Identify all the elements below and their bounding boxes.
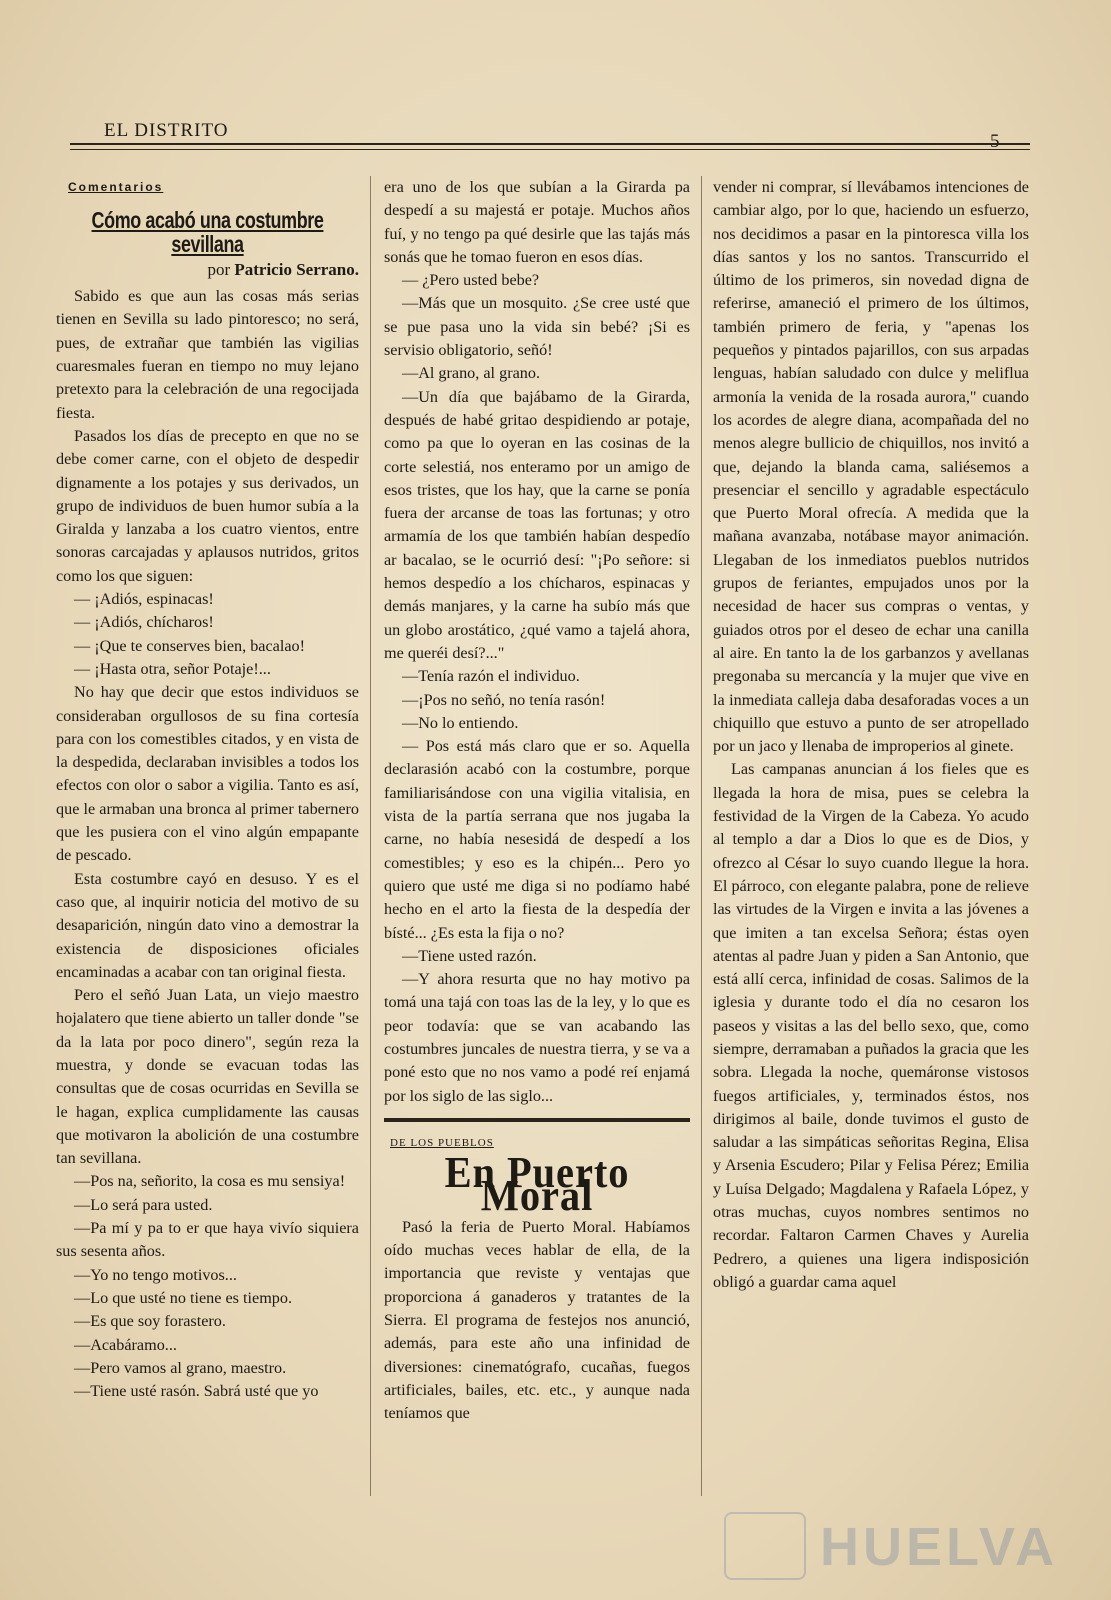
byline-prefix: por: [207, 259, 231, 279]
column-divider: [701, 176, 702, 1496]
paragraph: —Un día que bajábamo de la Girarda, después de habé gritao despidiendo ar potaje, como pa que lo oyeran en las cosinas de la corte selestiá, nos enteramo por un amigo de esos tristes, que los hay, que la carne se ponía fuera der arcanse de toas las fortunas; y otro armamía de los que también habían despedío ar bacalao, se le ocurrió desí: "¡Po señore: si hemos despedío a los chícharos, espinacas y demás manjares, y la carne ha subío más que un globo arostático, ¿qué vamo a tajelá ahora, me queréi desí?...": [384, 387, 690, 662]
paragraph: —Tiene usted razón.: [402, 946, 537, 965]
watermark-text: HUELVA: [820, 1517, 1058, 1577]
seal-icon: [724, 1512, 806, 1580]
byline: [56, 258, 359, 281]
paragraph: — ¡Adiós, chícharos!: [74, 613, 214, 632]
paragraph: era uno de los que subían a la Girarda pa despedí a su majestá er potaje. Muchos años fuí, y no tengo pa qué desirle que las tajás más sonás que he tomao fueron en esos días.: [384, 178, 690, 266]
paragraph: — ¡Que te conserves bien, bacalao!: [74, 636, 306, 655]
paragraph: —No lo entiendo.: [402, 713, 519, 732]
section-label: DE LOS PUEBLOS: [390, 1136, 494, 1149]
paragraph: Sabido es que aun las cosas más serias tienen en Sevilla su lado pintoresco; no será, pues, de extrañar que también las vigilias cuaresmales fueran en tiempo no muy lejano pretexto para la celebración de una regocijada fiesta.: [56, 287, 359, 422]
paragraph: —Yo no tengo motivos...: [74, 1265, 237, 1284]
paragraph: Pero el señó Juan Lata, un viejo maestro hojalatero que tiene abierto un taller donde "se da la lata por poco dinero", según reza la muestra, y donde se evacuan todas las consultas que de cosas ocurridas en Sevilla se le hagan, explica cumplidamente las causas que motivaron la abolición de una costumbre tan sevillana.: [56, 986, 359, 1168]
paragraph: Pasados los días de precepto en que no se debe comer carne, con el objeto de despedir dignamente a los potajes y sus derivados, un grupo de individuos de buen humor subía a la Giralda y lanzaba a los cuatro vientos, entre sonoras carcajadas y aplausos nutridos, gritos como los que siguen:: [56, 426, 359, 585]
paragraph: Esta costumbre cayó en desuso. Y es el caso que, al inquirir noticia del motivo de su desaparición, ningún dato vino a demostrar la existencia de disposiciones oficiales encaminadas a acabar con tan original fiesta.: [56, 869, 359, 981]
column-2: [384, 176, 690, 1506]
page-number: 5: [990, 131, 1000, 152]
article-title: Cómo acabó una costumbre sevillana: [91, 207, 324, 257]
paragraph: Las campanas anuncian á los fieles que es llegada la hora de misa, pues se celebra la festividad de la Virgen de la Cabeza. Yo acudo al templo a dar a Dios lo que es de Dios, y ofrezco al César lo suyo cuando llegue la hora. El párroco, con elegante palabra, pone de relieve las virtudes de la Virgen e invita a las jóvenes a que imiten a tan excelsa Señora; éstas oyen atentas al padre Juan y piden a San Antonio, que está allí cerca, infinidad de cosas. Salimos de la iglesia y durante todo el día no cesaron los paseos y visitas a las del bello sexo, que, como siempre, derramaban a puñados la gracia que les sobra. Llegada la noche, quemáronse vistosos fuegos artificiales, y, terminados éstos, nos dirigimos al baile, donde tuvimos el gusto de saludar a las simpáticas señoritas Regina, Elisa y Arsenia Escudero; Pilar y Felisa Pérez; Emilia y Luísa Delgado; Magdalena y Rafaela López, y otras muchas, cuyos nombres sentimos no recordar. Faltaron Carmen Chaves y Aurelia Pedrero, a quienes una ligera indisposición obligó a guardar cama aquel: [713, 760, 1029, 1291]
paragraph: — ¡Adiós, espinacas!: [74, 590, 214, 609]
archive-watermark: [710, 1510, 1058, 1580]
paragraph: —Pos na, señorito, la cosa es mu sensiya!: [74, 1172, 346, 1191]
header-rule-thin: [70, 149, 1030, 150]
section-label: Comentarios: [68, 180, 164, 194]
paragraph: —Acabáramo...: [74, 1335, 177, 1354]
byline-author: Patricio Serrano.: [234, 259, 359, 279]
paragraph: vender ni comprar, sí llevábamos intenciones de cambiar algo, por lo que, haciendo un esfuerzo, nos decidimos a pasar en la pintoresca villa los días santos y los no santos. Transcurrido el último de los primeros, sin novedad digna de referirse, amaneció el primero de los últimos, también primero de feria, y "apenas los pequeños y pintados pajarillos, con sus arpadas lenguas, habían saludado con dulce y meliflua armonía la venida de la rosada aurora," cuando los acordes de alegre diana, acompañada del no menos alegre bullicio de chiquillos, nos invitó a que, dejando la blanda cama, saliésemos a presenciar el sencillo y agradable espectáculo que Puerto Moral ofrecía. A medida que la mañana avanzaba, notábase mayor animación. Llegaban de los inmediatos pueblos nutridos grupos de feriantes, empujados unos por la necesidad de hacer sus compras o ventas, y guiados otros por el deseo de echar una canilla al aire. En tanto la de los garbanzos y avellanas pregonaba su mercancía y la mujer que vive en la inmediata calleja daba desaforadas voces a un chiquillo que estuvo a punto de ser atropellado por un jaco y llenaba de improperios al ginete.: [713, 178, 1029, 756]
header-rule: [70, 143, 1030, 145]
paragraph: —Y ahora resurta que no hay motivo pa tomá una tajá con toas las de la ley, y lo que es peor todavía: que se van acabando las costumbres juncales de nuestra tierra, y se va a poné esto que no nos vamo a podé reí enjamá por los siglo de las siglo...: [384, 970, 690, 1105]
paragraph: —Pero vamos al grano, maestro.: [74, 1358, 287, 1377]
newspaper-title: EL DISTRITO: [104, 120, 229, 141]
paragraph: —Más que un mosquito. ¿Se cree usté que se pue pasa uno la vida sin bebé? ¡Si es servisio obligatorio, señó!: [384, 294, 690, 360]
paragraph: — Pos está más claro que er so. Aquella declarasión acabó con la costumbre, porque familiarisándose con una vigilia vitalisia, en vista de la partía serrana que nos jugaba la carne, no había nesesidá de despedí a los comestibles; y eso es la chipén... Pero yo quiero que usté me diga si no podíamo habé hecho en el arto la fiesta de la despedía der bísté... ¿Es esta la fija o no?: [384, 737, 690, 942]
paragraph: —Lo será para usted.: [74, 1195, 213, 1214]
section-rule: [384, 1118, 690, 1122]
paragraph: —Tiene usté rasón. Sabrá usté que yo: [74, 1382, 319, 1401]
article-title: En Puerto Moral: [444, 1148, 630, 1221]
paragraph: No hay que decir que estos individuos se consideraban orgullosos de su fina cortesía para con los comestibles citados, y en vista de la despedida, declaraban invisibles a todos los efectos con olor o sabor a vigilia. Tanto es así, que le armaban una bronca al primer tabernero que les pusiera con el vino algún empapante de pescado.: [56, 683, 359, 865]
paragraph: —Pa mí y pa to er que haya vivío siquiera sus sesenta años.: [56, 1219, 359, 1261]
column-divider: [370, 176, 371, 1496]
paragraph: —¡Pos no señó, no tenía rasón!: [402, 690, 606, 709]
column-1: [56, 176, 359, 1506]
paragraph: —Lo que usté no tiene es tiempo.: [74, 1288, 293, 1307]
paragraph: — ¿Pero usted bebe?: [402, 271, 540, 290]
paragraph: Pasó la feria de Puerto Moral. Habíamos oído muchas veces hablar de ella, de la importancia que reviste y ventajas que proporciona á ganaderos y tratantes de la Sierra. El programa de festejos nos anunció, además, para este año una infinidad de diversiones: cinematógrafo, cucañas, fuegos artificiales, bailes, etc. etc., y aunque nada teníamos que: [384, 1217, 690, 1423]
column-3: [713, 176, 1029, 1506]
paragraph: —Es que soy forastero.: [74, 1312, 226, 1331]
paragraph: — ¡Hasta otra, señor Potaje!...: [74, 659, 271, 678]
paragraph: —Tenía razón el individuo.: [402, 667, 580, 686]
paragraph: —Al grano, al grano.: [402, 364, 541, 383]
